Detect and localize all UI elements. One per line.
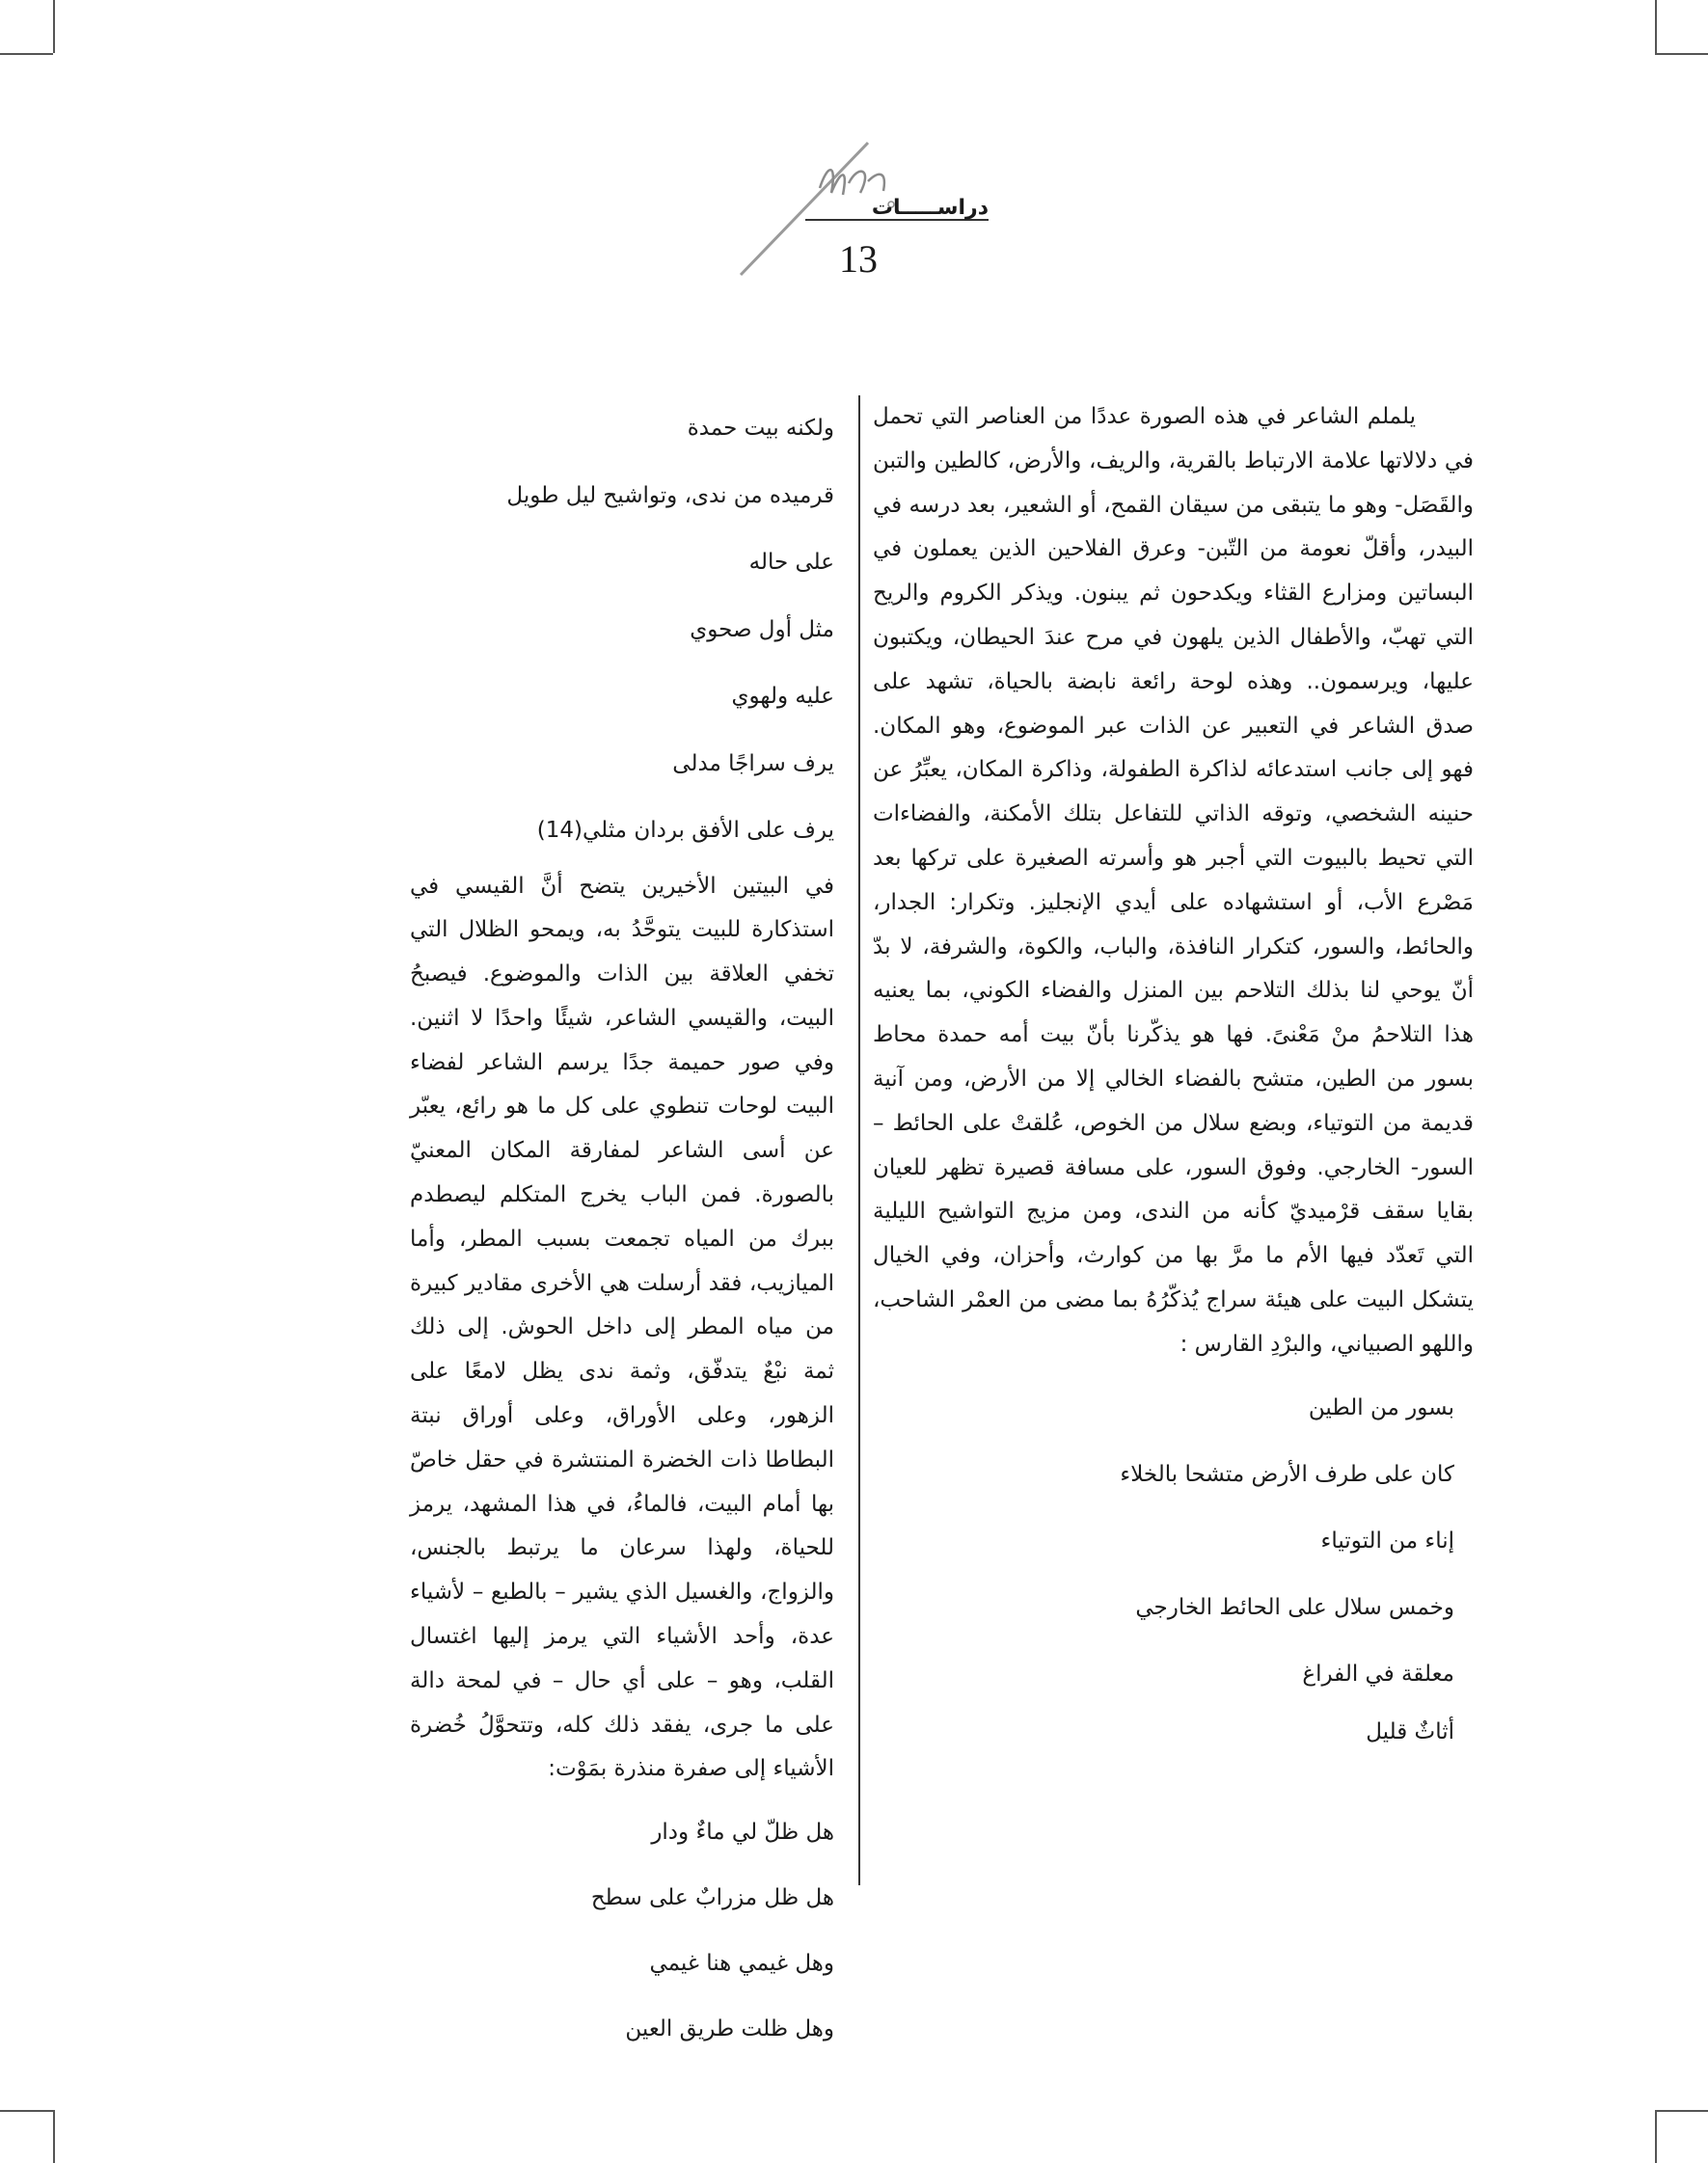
poem-line: يرف سراجًا مدلى <box>672 750 834 776</box>
poem-line: قرميده من ندى، وتواشيح ليل طويل <box>506 482 834 508</box>
poem-line: مثل أول صحوي <box>690 616 834 642</box>
poem-excerpt <box>873 1375 1474 1756</box>
running-header <box>714 135 993 280</box>
poem-line: هل ظلّ لي ماءٌ ودار <box>651 1820 834 1846</box>
poem-line: إناء من التوتياء <box>1320 1528 1454 1554</box>
poem-line: على حاله <box>748 550 834 575</box>
poem-line: وهل ظلت طريق العين <box>625 2016 834 2042</box>
poem-excerpt <box>410 1799 834 2062</box>
poem-line: وخمس سلال على الحائط الخارجي <box>1135 1594 1454 1620</box>
poem-line: معلقة في الفراغ <box>1302 1661 1454 1687</box>
crop-mark-bottom-right <box>1655 2110 1708 2112</box>
left-column <box>410 395 834 2062</box>
crop-mark-top-right-v <box>1655 0 1657 53</box>
right-column <box>873 395 1474 1756</box>
page-number: 13 <box>839 237 878 281</box>
section-label: دراســـــات <box>871 196 989 220</box>
poem-line: يرف على الأفق بردان مثلي(14) <box>536 818 834 843</box>
poem-line: هل ظل مزرابٌ على سطح <box>590 1885 834 1911</box>
crop-mark-bottom-left-v <box>53 2110 55 2163</box>
crop-mark-top-left <box>0 53 53 55</box>
poem-line: كان على طرف الأرض متشحا بالخلاء <box>1120 1461 1454 1487</box>
crop-mark-top-left-v <box>53 0 55 53</box>
poem-line: وهل غيمي هنا غيمي <box>649 1951 834 1977</box>
poem-line: ولكنه بيت حمدة <box>687 416 834 441</box>
crop-mark-bottom-left <box>0 2110 53 2112</box>
poem-line: بسور من الطين <box>1308 1394 1454 1420</box>
poem-line: أثاثٌ قليل <box>1366 1718 1454 1744</box>
poem-line: عليه ولهوي <box>731 684 834 709</box>
crop-mark-bottom-right-v <box>1655 2110 1657 2163</box>
poem-excerpt <box>410 395 834 865</box>
body-paragraph: يلملم الشاعر في هذه الصورة عددًا من العناصر التي تحمل في دلالاتها علامة الارتباط بالقرية، والريف، والأرض، كالطين والتبن والقَصَل- وهو ما يتبقى من سيقان القمح، أو الشعير، بعد درسه في البيدر، وأقلّ نعومة من التّبن- وعرق الفلاحين الذين يعملون في البساتين ومزارع القثاء ويكدحون ثم يبنون. ويذكر الكروم والريح التي تهبّ، والأطفال الذين يلهون في مرح عندَ الحيطان، ويكتبون عليها، ويرسمون.. وهذه لوحة رائعة نابضة بالحياة، تشهد على صدق الشاعر في التعبير عن الذات عبر الموضوع، وهو المكان. فهو إلى جانب استدعائه لذاكرة الطفولة، وذاكرة المكان، يعبِّرُ عن حنينه الشخصي، وتوقه الذاتي للتفاعل بتلك الأمكنة، والفضاءات التي تحيط بالبيوت التي أجبر هو وأسرته الصغيرة على تركها بعد مَصْرع الأب، أو استشهاده على أيدي الإنجليز. وتكرار: الجدار، والحائط، والسور، كتكرار النافذة، والباب، والكوة، والشرفة، لا بدّ أنّ يوحي لنا بذلك التلاحم بين المنزل والفضاء الكوني، بما يعنيه هذا التلاحمُ منْ مَعْنىً. فها هو يذكّرنا بأنّ بيت أمه حمدة محاط بسور من الطين، متشح بالفضاء الخالي إلا من الأرض، ومن آنية قديمة من التوتياء، وبضع سلال من الخوص، عُلقتْ على الحائط – السور- الخارجي. وفوق السور، على مسافة قصيرة تظهر للعيان بقايا سقف قرْميديّ كأنه من الندى، ومن مزيج التواشيح الليلية التي تَعدّد فيها الأم ما مرَّ بها من كوارث، وأحزان، وفي الخيال يتشكل البيت على هيئة سراج يُذكّرُهُ بما مضى من العمْر الشاحب، واللهو الصبياني، والبرْدِ القارس : <box>873 404 1474 1357</box>
column-divider <box>858 395 860 1885</box>
body-paragraph: في البيتين الأخيرين يتضح أنَّ القيسي في استذكارة للبيت يتوحَّدُ به، ويمحو الظلال التي تخفي العلاقة بين الذات والموضوع. فيصبحُ البيت، والقيسي الشاعر، شيئًا واحدًا لا اثنين. وفي صور حميمة جدًا يرسم الشاعر لفضاء البيت لوحات تنطوي على كل ما هو رائع، يعبّر عن أسى الشاعر لمفارقة المكان المعنيّ بالصورة. فمن الباب يخرج المتكلم ليصطدم ببرك من المياه تجمعت بسبب المطر، وأما الميازيب، فقد أرسلت هي الأخرى مقادير كبيرة من مياه المطر إلى داخل الحوش. إلى ذلك ثمة نبْعٌ يتدفّق، وثمة ندى يظل لامعًا على الزهور، وعلى الأوراق، وعلى أوراق نبتة البطاطا ذات الخضرة المنتشرة في حقل خاصّ بها أمام البيت، فالماءُ، في هذا المشهد، يرمز للحياة، ولهذا سرعان ما يرتبط بالجنس، والزواج، والغسيل الذي يشير – بالطبع – لأشياء عدة، وأحد الأشياء التي يرمز إليها اغتسال القلب، وهو – على أي حال – في لمحة دالة على ما جرى، يفقد ذلك كله، وتتحوَّلُ خُضرة الأشياء إلى صفرة منذرة بمَوْت: <box>410 873 834 1782</box>
crop-mark-top-right <box>1655 53 1708 55</box>
